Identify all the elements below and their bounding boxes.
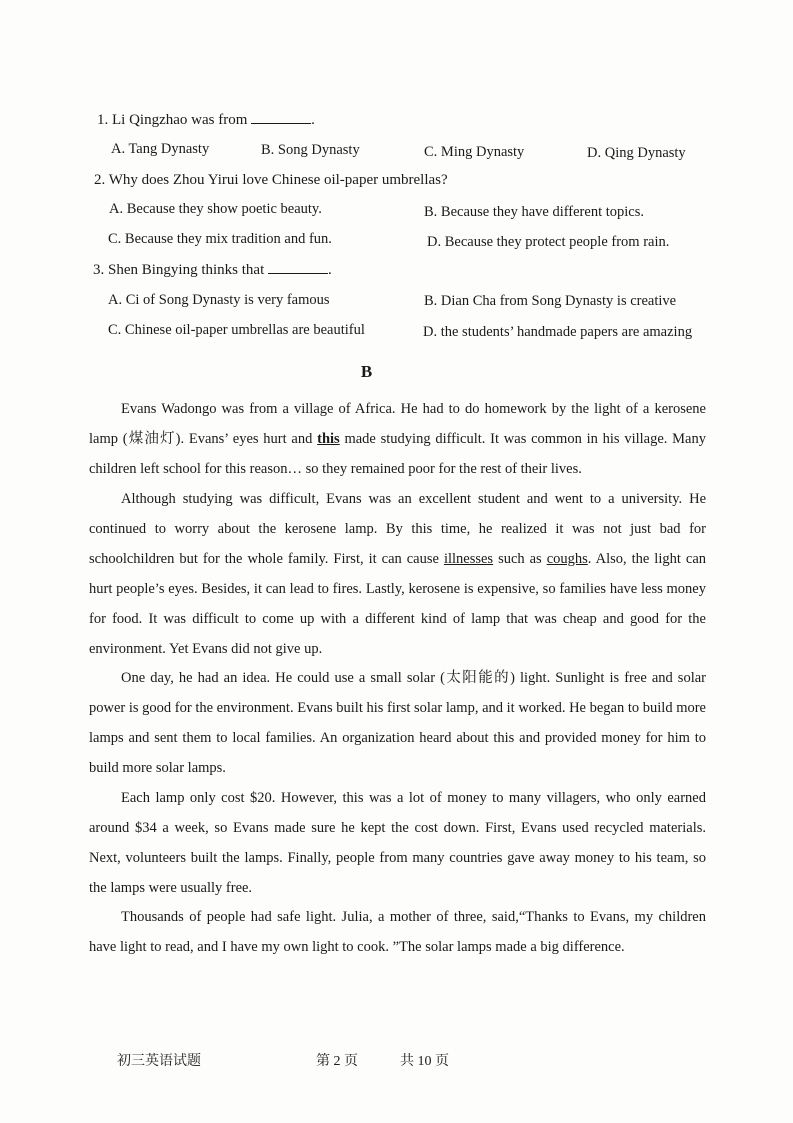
paragraph-1-text-a: Evans Wadongo was from a village of Africa. He had to do homework by the light of a kerosene lamp (煤油灯). Evans’ eyes hurt and bbox=[89, 401, 706, 447]
question-3-option-b: B. Dian Cha from Song Dynasty is creative bbox=[424, 293, 677, 309]
underlined-word-coughs: coughs bbox=[546, 551, 588, 567]
question-2-option-d: D. Because they protect people from rain. bbox=[427, 234, 670, 250]
passage-paragraph-1 bbox=[89, 394, 706, 484]
passage-paragraph-2 bbox=[89, 484, 706, 664]
question-2-option-a: A. Because they show poetic beauty. bbox=[109, 201, 322, 217]
footer-subject: 初三英语试题 bbox=[117, 1054, 201, 1069]
paragraph-2-text-c: such as bbox=[493, 551, 547, 567]
question-1-period: . bbox=[311, 112, 315, 128]
question-2-stem: 2. Why does Zhou Yirui love Chinese oil-paper umbrellas? bbox=[94, 172, 448, 188]
footer-page-total: 共 10 页 bbox=[400, 1054, 449, 1069]
question-3-stem bbox=[93, 261, 332, 279]
question-3-text: 3. Shen Bingying thinks that bbox=[93, 262, 265, 278]
question-1-option-a: A. Tang Dynasty bbox=[111, 141, 210, 157]
underlined-word-this: this bbox=[317, 431, 340, 447]
section-heading: B bbox=[360, 362, 373, 381]
answer-blank bbox=[251, 111, 311, 124]
paragraph-2-text-e: . Also, the light can hurt people’s eyes. Besides, it can lead to fires. Lastly, kerosene is expensive, so families have less money for food. It was difficult to come up with a different kind of lamp that was cheap and good for the environment. Yet Evans did not give up. bbox=[89, 551, 706, 657]
question-2-option-c: C. Because they mix tradition and fun. bbox=[108, 231, 332, 247]
underlined-word-illnesses: illnesses bbox=[443, 551, 494, 567]
question-1-text: 1. Li Qingzhao was from bbox=[97, 112, 248, 128]
question-3-option-a: A. Ci of Song Dynasty is very famous bbox=[108, 292, 330, 308]
question-3-period: . bbox=[328, 262, 332, 278]
paragraph-1-text-c: made studying difficult. It was common in his village. Many children left school for this reason… so they remained poor for the rest of their lives. bbox=[89, 431, 706, 477]
question-1-stem bbox=[97, 111, 315, 129]
question-3-option-c: C. Chinese oil-paper umbrellas are beautiful bbox=[108, 322, 365, 338]
passage-paragraph-3: One day, he had an idea. He could use a small solar (太阳能的) light. Sunlight is free and solar power is good for the environment. Evans built his first solar lamp, and it worked. He began to build more lamps and sent them to local families. An organization heard about this and provided money for him to build more solar lamps. bbox=[89, 670, 706, 776]
question-1-option-d: D. Qing Dynasty bbox=[587, 145, 686, 161]
passage-paragraph-4: Each lamp only cost $20. However, this was a lot of money to many villagers, who only earned around $34 a week, so Evans made sure he kept the cost down. First, Evans used recycled materials. Next, volunteers built the lamps. Finally, people from many countries gave away money to his team, so the lamps were usually free. bbox=[89, 790, 706, 896]
passage-paragraph-5: Thousands of people had safe light. Julia, a mother of three, said,“Thanks to Evans, my children have light to read, and I have my own light to cook. ”The solar lamps made a big difference. bbox=[89, 909, 706, 955]
answer-blank bbox=[268, 261, 328, 274]
paragraph-2-text-a: Although studying was difficult, Evans was an excellent student and went to a university. He continued to worry about the kerosene lamp. By this time, he realized it was not just bad for schoolchildren but for the whole family. First, it can cause bbox=[89, 491, 706, 567]
footer-page-number: 第 2 页 bbox=[316, 1054, 358, 1069]
question-1-option-b: B. Song Dynasty bbox=[261, 142, 360, 158]
question-1-option-c: C. Ming Dynasty bbox=[424, 144, 525, 160]
question-3-option-d: D. the students’ handmade papers are amazing bbox=[423, 324, 693, 340]
question-2-option-b: B. Because they have different topics. bbox=[424, 204, 644, 220]
